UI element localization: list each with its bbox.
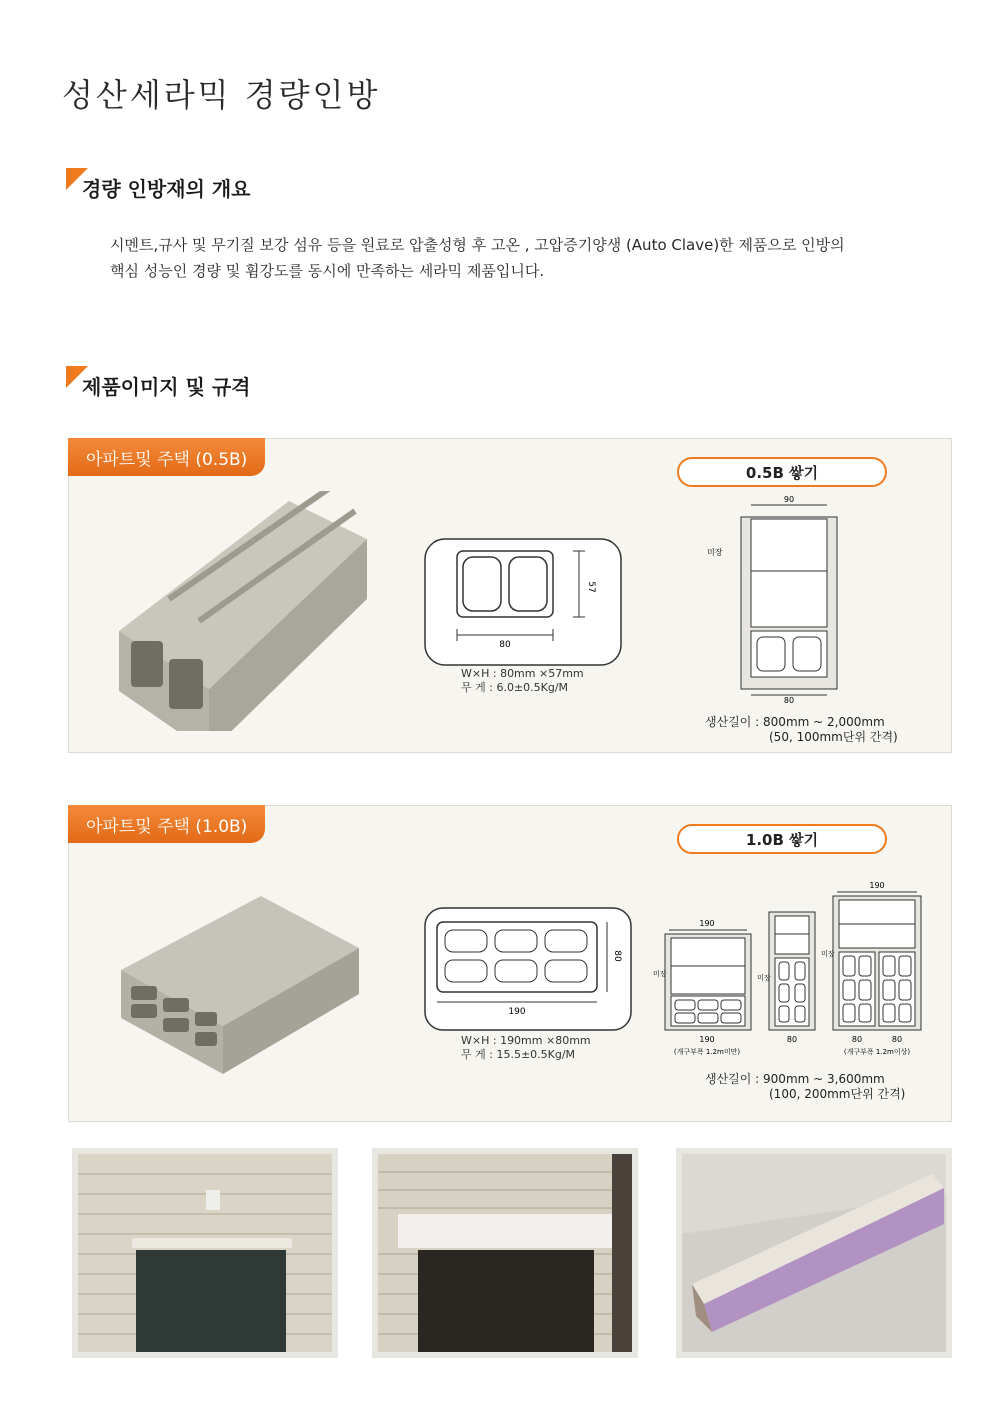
installation-photo-3 bbox=[676, 1148, 952, 1358]
stack-label-10b: 1.0B 쌓기 bbox=[677, 824, 887, 854]
panel-tab-05b: 아파트및 주택 (0.5B) bbox=[68, 438, 265, 476]
dim-height-05b: 57 bbox=[586, 581, 596, 593]
prod-interval-10b: (100, 200mm단위 간격) bbox=[769, 1087, 906, 1101]
lintel-05b-image bbox=[109, 491, 379, 731]
orange-triangle-icon bbox=[66, 168, 88, 190]
dim-width-10b: 190 bbox=[508, 1007, 526, 1017]
stack-label-05b: 0.5B 쌓기 bbox=[677, 457, 887, 487]
spec-05b bbox=[461, 667, 584, 695]
ceiling-lintel-photo bbox=[682, 1154, 946, 1352]
page-title: 성산세라믹 경량인방 bbox=[62, 76, 381, 114]
dim-width-05b: 80 bbox=[499, 640, 511, 650]
brick-wall-photo-1 bbox=[78, 1154, 332, 1352]
overview-heading bbox=[66, 168, 251, 200]
overview-description bbox=[110, 232, 930, 284]
overview-line-1: 시멘트,규사 및 무기질 보강 섬유 등을 원료로 압출성형 후 고온 , 고압증기양생 (Auto Clave)한 제품으로 인방의 bbox=[110, 236, 845, 254]
wall-c-side-label: 미장 bbox=[821, 950, 835, 958]
dim-height-10b: 80 bbox=[612, 950, 622, 962]
wall-top-dim-05b: 90 bbox=[783, 495, 795, 504]
prod-length-05b: 생산길이 : 800mm ~ 2,000mm bbox=[705, 715, 885, 729]
installation-photo-2 bbox=[372, 1148, 638, 1358]
wall-a-bottom-dim: 190 bbox=[699, 1035, 715, 1044]
prod-length-10b: 생산길이 : 900mm ~ 3,600mm bbox=[705, 1072, 885, 1086]
wall-b-bottom-dim: 80 bbox=[786, 1035, 798, 1044]
prod-interval-05b: (50, 100mm단위 간격) bbox=[769, 730, 898, 744]
spec-wh-10b: W×H : 190mm ×80mm bbox=[461, 1034, 591, 1047]
wall-a-top-dim: 190 bbox=[699, 919, 715, 928]
wall-c-bottom-dim-1: 80 bbox=[851, 1035, 863, 1044]
wall-c-top-dim: 190 bbox=[869, 881, 885, 890]
overview-line-2: 핵심 성능인 경량 및 휨강도를 동시에 만족하는 세라믹 제품입니다. bbox=[110, 262, 545, 280]
products-title: 제품이미지 및 규격 bbox=[82, 374, 251, 399]
spec-wh-05b: W×H : 80mm ×57mm bbox=[461, 667, 584, 680]
panel-tab-10b: 아파트및 주택 (1.0B) bbox=[68, 805, 265, 843]
spec-weight-05b: 무 게 : 6.0±0.5Kg/M bbox=[461, 681, 569, 694]
products-heading bbox=[66, 366, 251, 398]
wall-side-label-05b: 미장 bbox=[707, 548, 723, 557]
orange-triangle-icon bbox=[66, 366, 88, 388]
cross-section-10b bbox=[423, 906, 633, 1032]
spec-weight-10b: 무 게 : 15.5±0.5Kg/M bbox=[461, 1048, 576, 1061]
spec-10b bbox=[461, 1034, 591, 1062]
lintel-10b-image bbox=[113, 878, 373, 1078]
production-10b bbox=[705, 1072, 905, 1102]
wall-a-side-label: 미장 bbox=[653, 970, 667, 978]
product-panel-10b bbox=[68, 805, 952, 1122]
installation-photo-1 bbox=[72, 1148, 338, 1358]
cross-section-05b bbox=[423, 537, 623, 667]
wall-c-note: (개구부폭 1.2m이상) bbox=[843, 1048, 911, 1056]
wall-a-note: (개구부폭 1.2m미만) bbox=[673, 1048, 741, 1056]
brick-wall-photo-2 bbox=[378, 1154, 632, 1352]
production-05b bbox=[705, 715, 898, 745]
wall-bottom-dim-05b: 80 bbox=[783, 696, 795, 703]
wall-c-bottom-dim-2: 80 bbox=[891, 1035, 903, 1044]
product-panel-05b bbox=[68, 438, 952, 753]
overview-title: 경량 인방재의 개요 bbox=[82, 176, 251, 201]
wall-diagram-10b bbox=[649, 876, 939, 1066]
wall-diagram-05b bbox=[689, 493, 849, 703]
wall-b-side-label: 미장 bbox=[757, 974, 771, 982]
